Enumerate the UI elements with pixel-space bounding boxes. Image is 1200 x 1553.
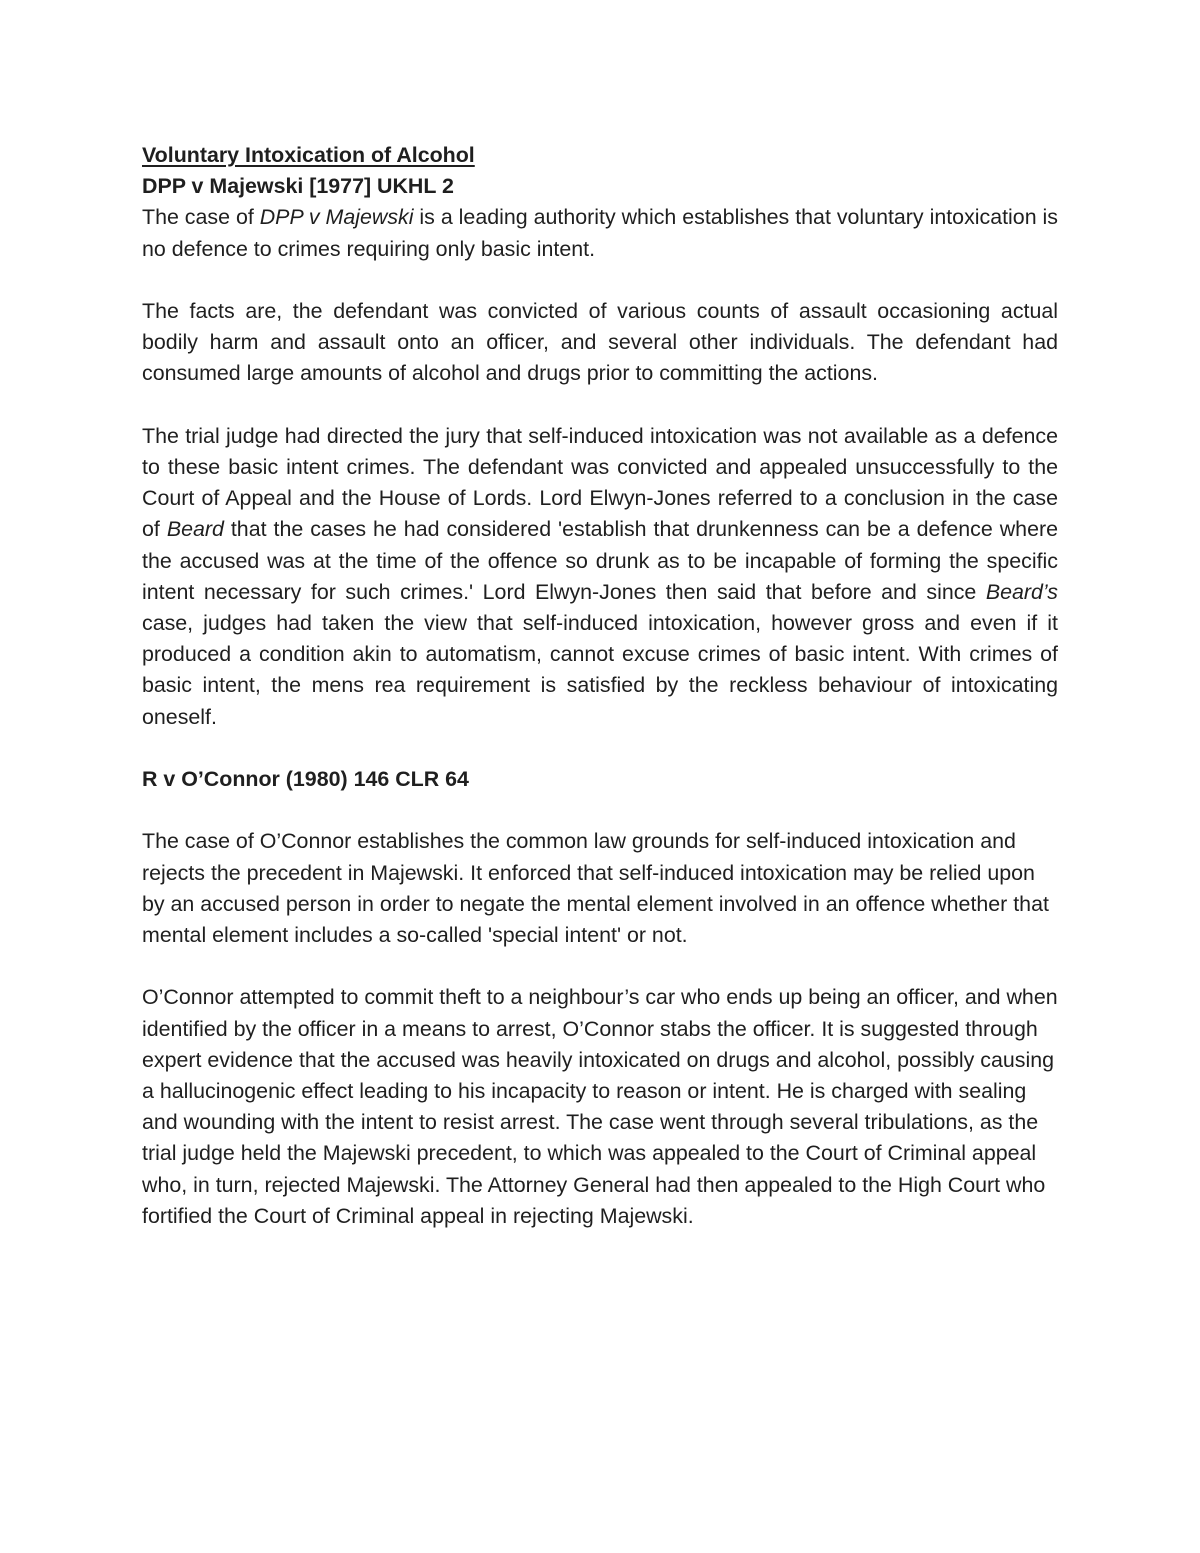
paragraph-oconnor-facts: O’Connor attempted to commit theft to a neighbour’s car who ends up being an officer, and when identified by the officer in a means to arrest, O’Connor stabs the officer. It is suggested through expert evidence that the accused was heavily intoxicated on drugs and alcohol, possibly causing a hallucinogenic effect leading to his incapacity to reason or intent. He is charged with sealing and wounding with the intent to resist arrest. The case went through several tribulations, as the trial judge held the Majewski precedent, to which was appealed to the Court of Criminal appeal who, in turn, rejected Majewski. The Attorney General had then appealed to the High Court who fortified the Court of Criminal appeal in rejecting Majewski. — [142, 985, 1058, 1228]
paragraph-gap — [142, 795, 1058, 826]
case-heading-oconnor: R v O’Connor (1980) 146 CLR 64 — [142, 767, 469, 792]
paragraph-majewski-judgment — [142, 421, 1058, 733]
paragraph-gap — [142, 733, 1058, 764]
text-run: The trial judge had directed the jury that self-induced intoxication was not available as a defence to these basic intent crimes. The defendant was convicted and appealed unsuccessfully to the Court of Appeal and the House of Lords. Lord Elwyn-Jones referred to a conclusion in the case of — [142, 423, 1058, 542]
paragraph-gap — [142, 951, 1058, 982]
paragraph-gap — [142, 390, 1058, 421]
text-run: that the cases he had considered 'establish that drunkenness can be a defence where the accused was at the time of the offence so drunk as to be incapable of forming the specific intent necessary for such crimes.' Lord Elwyn-Jones then said that before and since — [142, 517, 1058, 604]
case-name-italic: Beard’s — [985, 579, 1058, 604]
case-name-italic: Beard — [166, 517, 224, 542]
text-run: case, judges had taken the view that self-induced intoxication, however gross and even if it produced a condition akin to automatism, cannot excuse crimes of basic intent. With crimes of basic intent, the mens rea requirement is satisfied by the reckless behaviour of intoxicating oneself. — [142, 611, 1058, 729]
paragraph-majewski-intro — [142, 202, 1058, 264]
document-title: Voluntary Intoxication of Alcohol — [142, 143, 475, 167]
paragraph-majewski-facts: The facts are, the defendant was convicted of various counts of assault occasioning actual bodily harm and assault onto an officer, and several other individuals. The defendant had consumed large amounts of alcohol and drugs prior to committing the actions. — [142, 299, 1058, 386]
text-run: is a leading authority which establishes that voluntary intoxication is no defence to crimes requiring only basic intent. — [142, 205, 1058, 261]
document-page — [142, 140, 1058, 1232]
paragraph-gap — [142, 265, 1058, 296]
paragraph-oconnor-intro: The case of O’Connor establishes the common law grounds for self-induced intoxication and rejects the precedent in Majewski. It enforced that self-induced intoxication may be relied upon by an accused person in order to negate the mental element involved in an offence whether that mental element includes a so-called 'special intent' or not. — [142, 829, 1049, 948]
text-run: The case of — [142, 205, 260, 230]
case-heading-majewski: DPP v Majewski [1977] UKHL 2 — [142, 174, 454, 199]
case-name-italic: DPP v Majewski — [259, 205, 414, 230]
